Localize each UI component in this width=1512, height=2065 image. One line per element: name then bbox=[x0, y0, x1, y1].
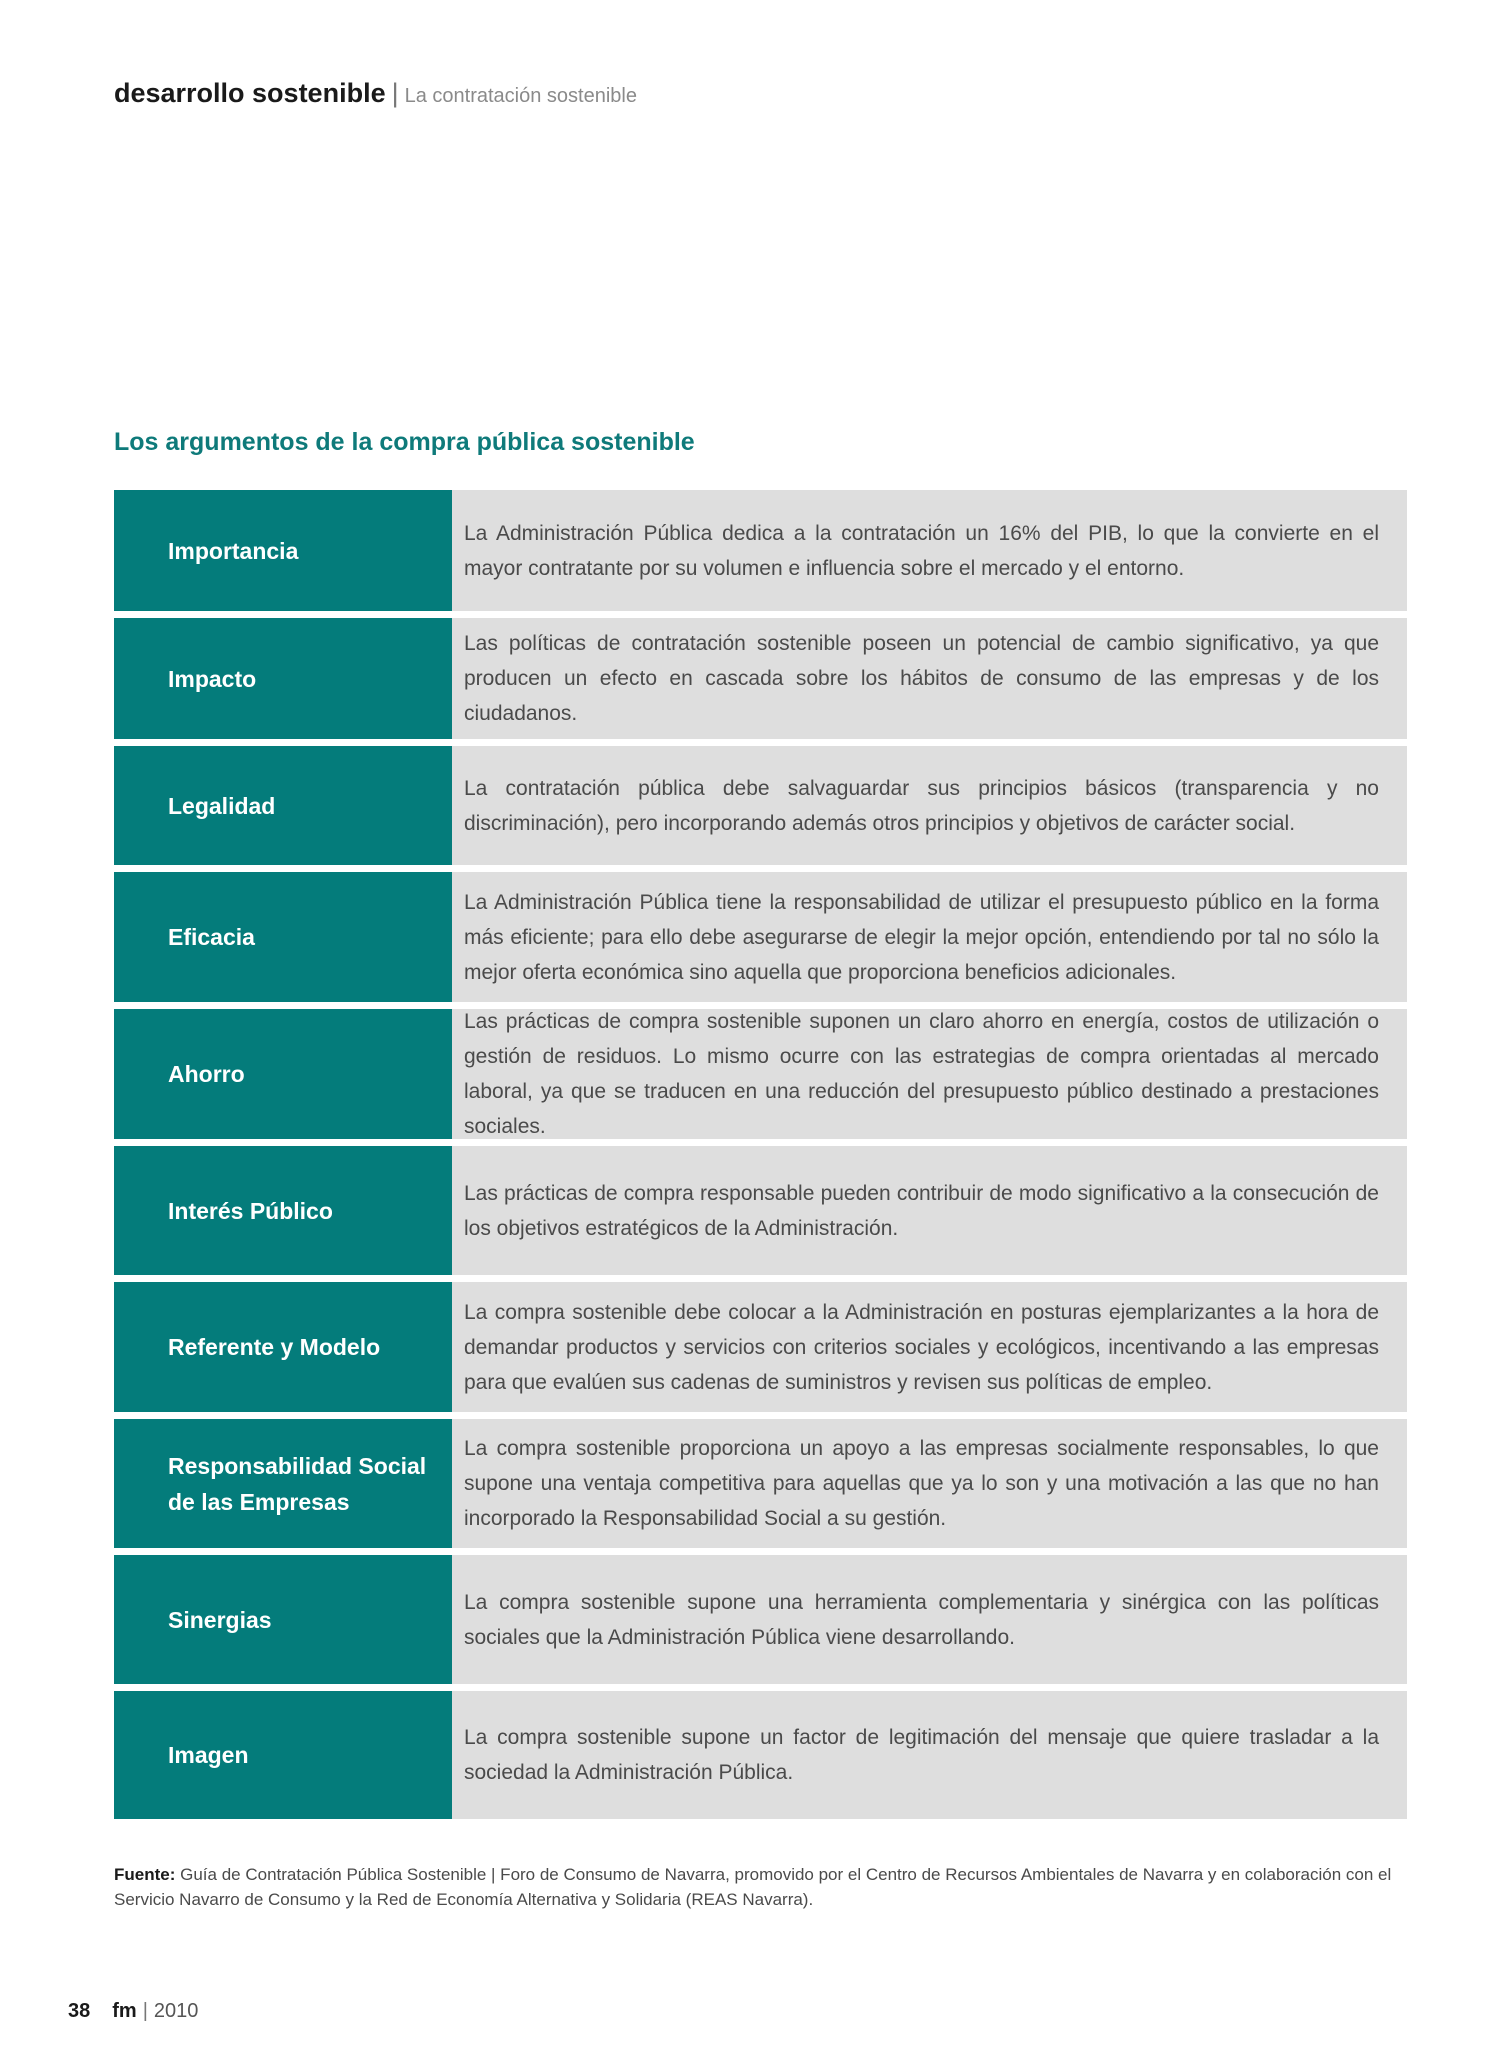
row-text: Las prácticas de compra sostenible suponen un claro ahorro en energía, costos de utilización o gestión de residuos. Lo mismo ocurre con las estrategias de compra orientadas al mercado laboral, ya que se traducen en una reducción del presupuesto público destinado a prestaciones sociales. bbox=[452, 1009, 1407, 1139]
magazine-name: fm bbox=[112, 2000, 137, 2022]
footer-separator: | bbox=[142, 2000, 148, 2022]
row-label: Importancia bbox=[114, 490, 452, 611]
row-text: La compra sostenible supone un factor de legitimación del mensaje que quiere trasladar a la sociedad la Administración Pública. bbox=[452, 1691, 1407, 1819]
table-row bbox=[114, 490, 1407, 611]
row-label: Ahorro bbox=[114, 1009, 452, 1139]
subsection-name: La contratación sostenible bbox=[404, 85, 637, 107]
row-text: La contratación pública debe salvaguardar sus principios básicos (transparencia y no discriminación), pero incorporando además otros principios y objetivos de carácter social. bbox=[452, 746, 1407, 865]
table-row bbox=[114, 1009, 1407, 1139]
row-label: Responsabilidad Social de las Empresas bbox=[114, 1419, 452, 1548]
arguments-table bbox=[114, 490, 1407, 1826]
row-label: Impacto bbox=[114, 618, 452, 739]
row-text: La compra sostenible supone una herramienta complementaria y sinérgica con las políticas sociales que la Administración Pública viene desarrollando. bbox=[452, 1555, 1407, 1684]
row-label: Eficacia bbox=[114, 872, 452, 1002]
source-text: Guía de Contratación Pública Sostenible | Foro de Consumo de Navarra, promovido por el Centro de Recursos Ambientales de Navarra y en colaboración con el Servicio Navarro de Consumo y la Red de Economía Alternativa y Solidaria (REAS Navarra). bbox=[114, 1865, 1392, 1909]
table-row bbox=[114, 1146, 1407, 1275]
row-label: Interés Público bbox=[114, 1146, 452, 1275]
table-row bbox=[114, 746, 1407, 865]
table-row bbox=[114, 618, 1407, 739]
header-separator: | bbox=[391, 78, 399, 108]
row-text: La compra sostenible proporciona un apoyo a las empresas socialmente responsables, lo que supone una ventaja competitiva para aquellas que ya lo son y una motivación a las que no han incorporado la Responsabilidad Social a su gestión. bbox=[452, 1419, 1407, 1548]
table-row bbox=[114, 1282, 1407, 1412]
table-row bbox=[114, 1555, 1407, 1684]
table-title: Los argumentos de la compra pública sostenible bbox=[114, 428, 695, 456]
source-label: Fuente: bbox=[114, 1865, 176, 1884]
row-text: La Administración Pública tiene la responsabilidad de utilizar el presupuesto público en la forma más eficiente; para ello debe asegurarse de elegir la mejor opción, entendiendo por tal no sólo la mejor oferta económica sino aquella que proporciona beneficios adicionales. bbox=[452, 872, 1407, 1002]
row-label: Sinergias bbox=[114, 1555, 452, 1684]
row-label: Referente y Modelo bbox=[114, 1282, 452, 1412]
row-label: Legalidad bbox=[114, 746, 452, 865]
table-row bbox=[114, 1419, 1407, 1548]
page-footer bbox=[68, 2000, 198, 2023]
row-text: Las prácticas de compra responsable pueden contribuir de modo significativo a la consecución de los objetivos estratégicos de la Administración. bbox=[452, 1146, 1407, 1275]
running-header bbox=[114, 76, 637, 113]
section-name: desarrollo sostenible bbox=[114, 78, 386, 108]
page-number: 38 bbox=[68, 2000, 91, 2022]
row-text: La compra sostenible debe colocar a la Administración en posturas ejemplarizantes a la hora de demandar productos y servicios con criterios sociales y ecológicos, incentivando a las empresas para que evalúen sus cadenas de suministros y revisen sus políticas de empleo. bbox=[452, 1282, 1407, 1412]
table-row bbox=[114, 1691, 1407, 1819]
row-text: Las políticas de contratación sostenible poseen un potencial de cambio significativo, ya que producen un efecto en cascada sobre los hábitos de consumo de las empresas y de los ciudadanos. bbox=[452, 618, 1407, 739]
table-row bbox=[114, 872, 1407, 1002]
issue-year: 2010 bbox=[153, 2000, 199, 2022]
row-text: La Administración Pública dedica a la contratación un 16% del PIB, lo que la convierte en el mayor contratante por su volumen e influencia sobre el mercado y el entorno. bbox=[452, 490, 1407, 611]
row-label: Imagen bbox=[114, 1691, 452, 1819]
source-note bbox=[114, 1862, 1414, 1912]
